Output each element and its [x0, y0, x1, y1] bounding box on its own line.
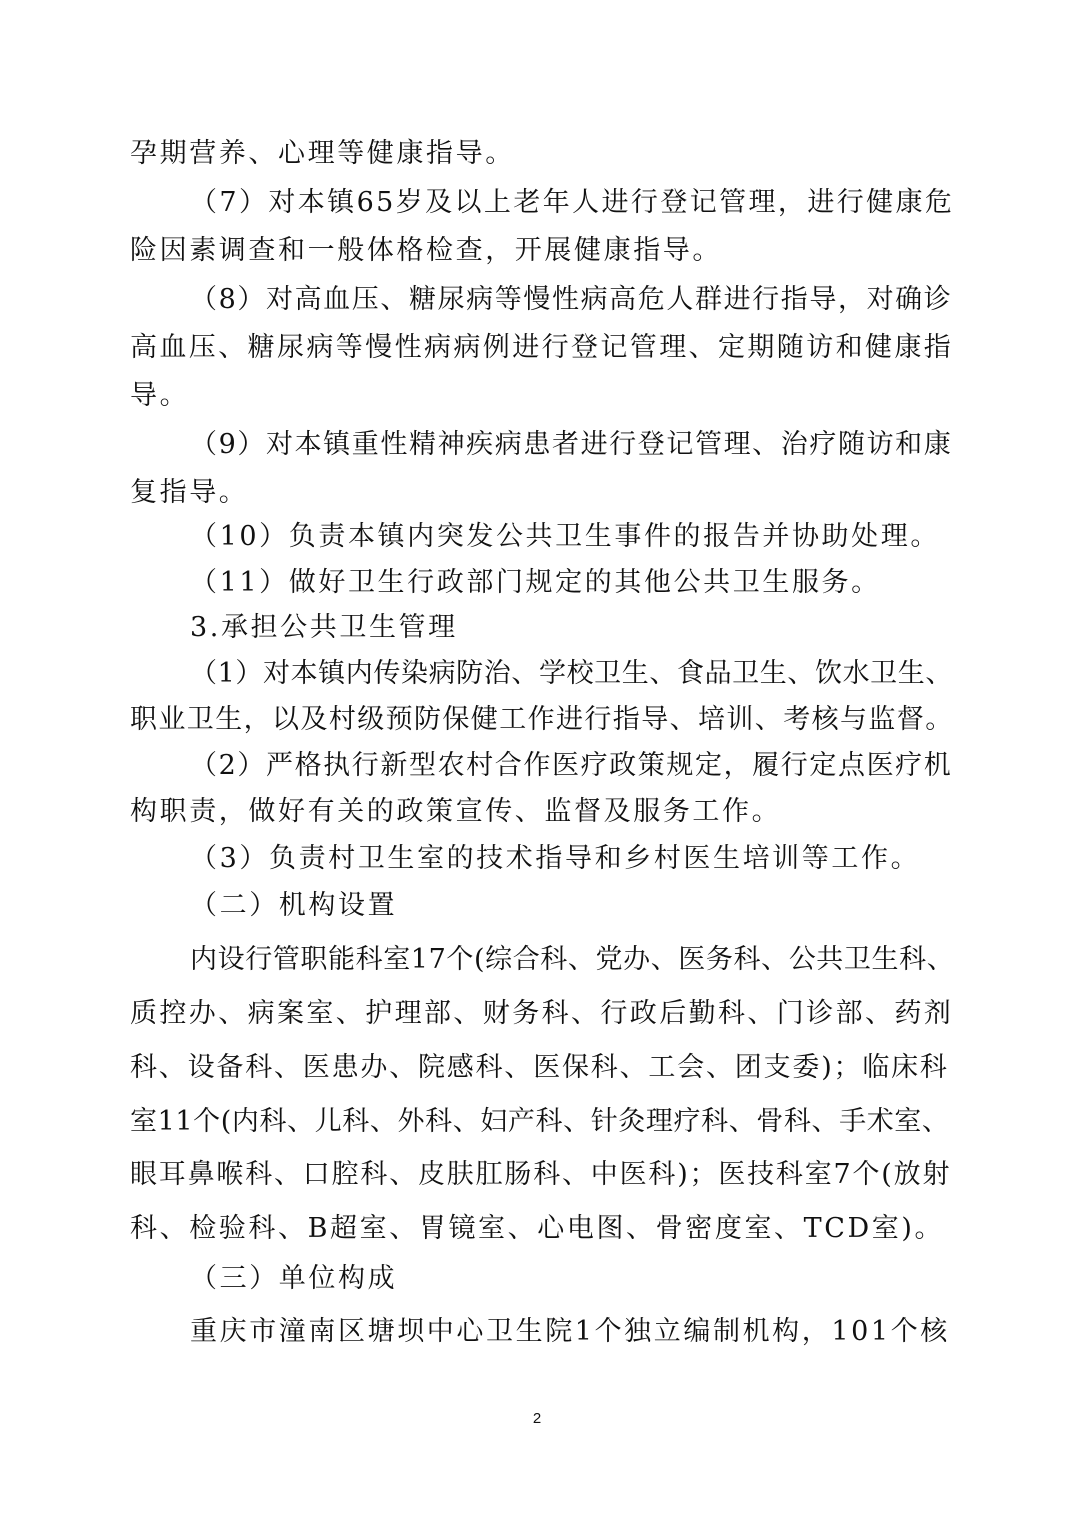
- text-line: 内设行管职能科室17个(综合科、党办、医务科、公共卫生科、: [190, 944, 955, 975]
- text-line: 眼耳鼻喉科、口腔科、皮肤肛肠科、中医科)；医技科室7个(放射: [130, 1159, 952, 1190]
- text-line: 重庆市潼南区塘坝中心卫生院1个独立编制机构，101个核: [190, 1316, 950, 1347]
- text-line: 孕期营养、心理等健康指导。: [130, 138, 515, 169]
- section-heading: （二）机构设置: [190, 890, 398, 921]
- text-line: 职业卫生，以及村级预防保健工作进行指导、培训、考核与监督。: [130, 704, 954, 735]
- text-line: 构职责，做好有关的政策宣传、监督及服务工作。: [130, 796, 782, 827]
- text-line: 室11个(内科、儿科、外科、妇产科、针灸理疗科、骨科、手术室、: [130, 1106, 950, 1137]
- text-line: 高血压、糖尿病等慢性病病例进行登记管理、定期随访和健康指: [130, 332, 954, 363]
- text-line: （11）做好卫生行政部门规定的其他公共卫生服务。: [190, 567, 881, 598]
- page-number: 2: [532, 1410, 542, 1427]
- text-line: （9）对本镇重性精神疾病患者进行登记管理、治疗随访和康: [190, 429, 953, 460]
- text-line: （8）对高血压、糖尿病等慢性病高危人群进行指导，对确诊: [190, 284, 953, 315]
- section-heading: （三）单位构成: [190, 1263, 398, 1294]
- text-line: （10）负责本镇内突发公共卫生事件的报告并协助处理。: [190, 521, 940, 552]
- text-line: 科、检验科、B超室、胃镜室、心电图、骨密度室、TCD室)。: [130, 1213, 945, 1244]
- text-line: （3）负责村卫生室的技术指导和乡村医生培训等工作。: [190, 843, 921, 874]
- text-line: 险因素调查和一般体格检查，开展健康指导。: [130, 235, 722, 266]
- text-line: 质控办、病案室、护理部、财务科、行政后勤科、门诊部、药剂: [130, 998, 954, 1029]
- text-line: 复指导。: [130, 477, 249, 508]
- text-line: （1）对本镇内传染病防治、学校卫生、食品卫生、饮水卫生、: [190, 658, 953, 689]
- text-line: 3.承担公共卫生管理: [190, 612, 458, 643]
- text-line: 科、设备科、医患办、院感科、医保科、工会、团支委)；临床科: [130, 1052, 949, 1083]
- text-line: 导。: [130, 380, 190, 411]
- text-line: （7）对本镇65岁及以上老年人进行登记管理，进行健康危: [190, 187, 955, 218]
- text-line: （2）严格执行新型农村合作医疗政策规定，履行定点医疗机: [190, 750, 953, 781]
